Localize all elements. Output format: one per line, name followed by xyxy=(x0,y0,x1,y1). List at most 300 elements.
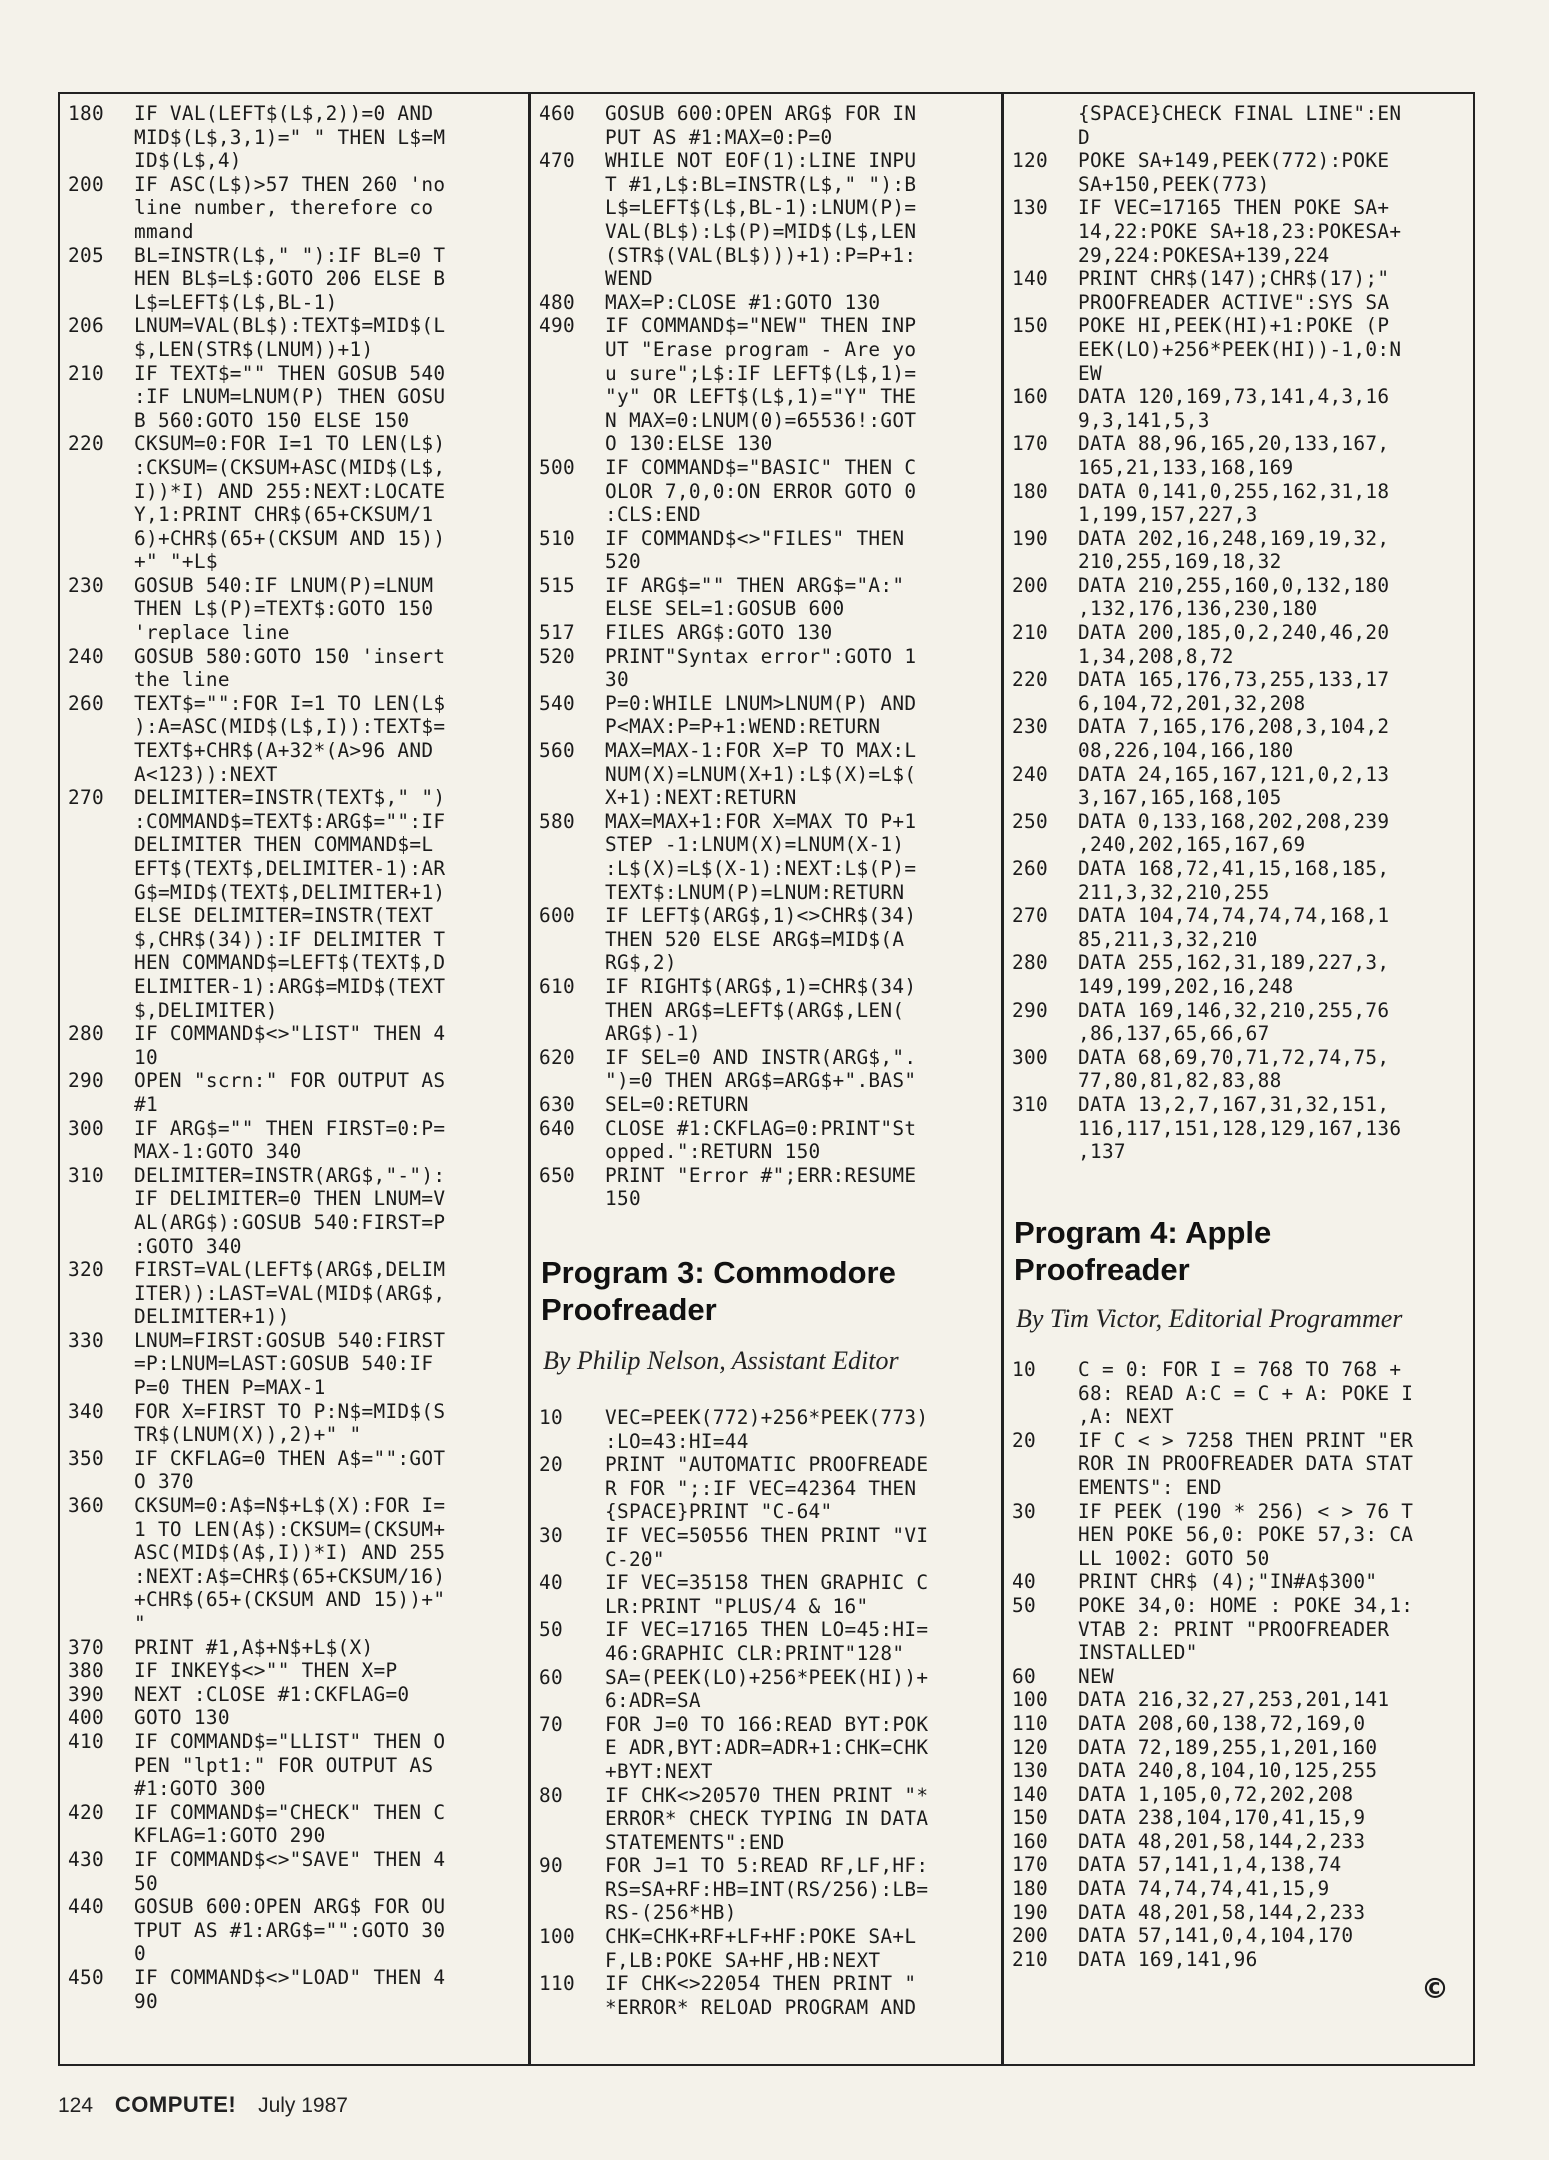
line-number xyxy=(1012,173,1078,197)
code-text: O 130:ELSE 130 xyxy=(605,432,773,456)
code-text: ID$(L$,4) xyxy=(134,149,242,173)
code-text: DATA 169,146,32,210,255,76 xyxy=(1078,998,1390,1022)
line-number xyxy=(1012,362,1078,386)
line-number xyxy=(539,1760,605,1784)
line-number: 517 xyxy=(539,621,575,645)
code-line xyxy=(68,1046,522,1070)
line-number: 460 xyxy=(539,102,575,125)
code-line xyxy=(68,786,522,810)
line-number xyxy=(68,196,134,220)
code-text: 1 TO LEN(A$):CKSUM=(CKSUM+ xyxy=(134,1517,446,1541)
code-line xyxy=(539,480,994,504)
line-number xyxy=(68,1235,134,1259)
code-text: IF VEC=35158 THEN GRAPHIC C xyxy=(605,1571,929,1595)
code-line xyxy=(1012,1783,1471,1807)
code-line xyxy=(68,1824,522,1848)
code-text: AL(ARG$):GOSUB 540:FIRST=P xyxy=(134,1210,446,1234)
line-number xyxy=(68,1376,134,1400)
line-number xyxy=(1012,739,1078,763)
code-text: DATA 208,60,138,72,169,0 xyxy=(1078,1711,1366,1735)
line-number xyxy=(68,1352,134,1376)
line-number: 40 xyxy=(1012,1570,1036,1594)
line-number: 60 xyxy=(1012,1664,1036,1688)
code-text: 116,117,151,128,129,167,136 xyxy=(1078,1116,1402,1140)
code-text: KFLAG=1:GOTO 290 xyxy=(134,1824,326,1848)
code-line xyxy=(539,126,994,150)
line-number: 80 xyxy=(539,1783,563,1807)
code-text: ASC(MID$(A$,I))*I) AND 255 xyxy=(134,1541,446,1565)
code-text: LR:PRINT "PLUS/4 & 16" xyxy=(605,1594,869,1618)
code-text: CKSUM=0:A$=N$+L$(X):FOR I= xyxy=(134,1494,446,1518)
code-line xyxy=(539,338,994,362)
code-text: IF C < > 7258 THEN PRINT "ER xyxy=(1078,1428,1414,1452)
line-number xyxy=(539,786,605,810)
line-number: 110 xyxy=(1012,1711,1048,1735)
code-text: BL=INSTR(L$," "):IF BL=0 T xyxy=(134,243,446,267)
code-line xyxy=(1012,102,1471,126)
code-line xyxy=(68,291,522,315)
code-line xyxy=(1012,385,1471,409)
code-line xyxy=(539,1571,994,1595)
code-text: DATA 0,141,0,255,162,31,18 xyxy=(1078,479,1390,503)
code-text: DATA 7,165,176,208,3,104,2 xyxy=(1078,715,1390,739)
code-text: 10 xyxy=(134,1045,158,1069)
code-text: IF SEL=0 AND INSTR(ARG$,". xyxy=(605,1045,917,1069)
line-number xyxy=(539,1477,605,1501)
code-text: F,LB:POKE SA+HF,HB:NEXT xyxy=(605,1948,881,1972)
line-number xyxy=(539,550,605,574)
code-text: EFT$(TEXT$,DELIMITER-1):AR xyxy=(134,857,446,880)
code-line xyxy=(539,196,994,220)
line-number xyxy=(539,1831,605,1855)
line-number xyxy=(1012,597,1078,621)
code-text: DATA 168,72,41,15,168,185, xyxy=(1078,857,1390,880)
code-text: mmand xyxy=(134,219,194,243)
code-line xyxy=(68,1612,522,1636)
code-text: E ADR,BYT:ADR=ADR+1:CHK=CHK xyxy=(605,1736,929,1760)
end-of-article-icon: © xyxy=(1421,1972,1449,2005)
line-number: 100 xyxy=(1012,1688,1048,1712)
code-line xyxy=(539,550,994,574)
code-line xyxy=(1012,550,1471,574)
code-line xyxy=(68,126,522,150)
code-line xyxy=(68,1777,522,1801)
code-text: R FOR ";:IF VEC=42364 THEN xyxy=(605,1476,917,1500)
line-number xyxy=(539,432,605,456)
code-line xyxy=(68,432,522,456)
code-text: GOSUB 600:OPEN ARG$ FOR OU xyxy=(134,1895,446,1919)
code-text: SEL=0:RETURN xyxy=(605,1092,749,1116)
code-text: +" "+L$ xyxy=(134,550,218,574)
line-number xyxy=(539,503,605,527)
code-line xyxy=(539,1453,994,1477)
code-text: HEN BL$=L$:GOTO 206 ELSE B xyxy=(134,267,446,291)
code-line xyxy=(539,668,994,692)
code-text: DATA 240,8,104,10,125,255 xyxy=(1078,1759,1378,1783)
code-line xyxy=(539,928,994,952)
code-line xyxy=(539,692,994,716)
code-text: DATA 13,2,7,167,31,32,151, xyxy=(1078,1092,1390,1116)
code-line xyxy=(68,1376,522,1400)
code-line xyxy=(539,220,994,244)
line-number xyxy=(68,597,134,621)
program-listing xyxy=(1012,102,1471,1164)
code-line xyxy=(68,1659,522,1683)
code-text: 50 xyxy=(134,1871,158,1895)
line-number xyxy=(1012,456,1078,480)
code-text: DATA 200,185,0,2,240,46,20 xyxy=(1078,621,1390,645)
code-text: POKE SA+149,PEEK(772):POKE xyxy=(1078,149,1390,173)
code-text: THEN L$(P)=TEXT$:GOTO 150 xyxy=(134,597,434,621)
code-line xyxy=(68,1093,522,1117)
code-text: ELSE DELIMITER=INSTR(TEXT xyxy=(134,904,434,928)
code-text: B 560:GOTO 150 ELSE 150 xyxy=(134,408,410,432)
code-text: the line xyxy=(134,668,230,692)
line-number: 330 xyxy=(68,1328,104,1352)
issue-date: July 1987 xyxy=(258,2094,348,2117)
code-text: ,137 xyxy=(1078,1140,1126,1164)
code-text: VTAB 2: PRINT "PROOFREADER xyxy=(1078,1617,1390,1641)
line-number xyxy=(68,1565,134,1589)
code-text: IF VAL(LEFT$(L$,2))=0 AND xyxy=(134,102,434,125)
line-number xyxy=(1012,1523,1078,1547)
code-line xyxy=(68,1235,522,1259)
code-text: {SPACE}PRINT "C-64" xyxy=(605,1500,833,1524)
line-number xyxy=(68,1093,134,1117)
code-line xyxy=(68,1730,522,1754)
code-line xyxy=(539,527,994,551)
code-line xyxy=(68,102,522,126)
code-line xyxy=(539,1524,994,1548)
line-number xyxy=(68,951,134,975)
code-line xyxy=(539,1093,994,1117)
code-line xyxy=(1012,999,1471,1023)
line-number xyxy=(68,999,134,1023)
code-line xyxy=(1012,904,1471,928)
code-text: IF INKEY$<>"" THEN X=P xyxy=(134,1659,398,1683)
code-line xyxy=(539,1925,994,1949)
code-line xyxy=(539,1689,994,1713)
code-text: DATA 57,141,0,4,104,170 xyxy=(1078,1924,1354,1948)
code-line xyxy=(68,621,522,645)
code-text: VAL(BL$):L$(P)=MID$(L$,LEN xyxy=(605,219,917,243)
code-text: 6)+CHR$(65+(CKSUM AND 15)) xyxy=(134,526,446,550)
code-line xyxy=(1012,1924,1471,1948)
code-line xyxy=(539,267,994,291)
code-line xyxy=(68,1069,522,1093)
line-number: 140 xyxy=(1012,1782,1048,1806)
code-text: ROR IN PROOFREADER DATA STAT xyxy=(1078,1452,1414,1476)
line-number: 180 xyxy=(1012,479,1048,503)
line-number: 290 xyxy=(1012,998,1048,1022)
code-text: PRINT"Syntax error":GOTO 1 xyxy=(605,644,917,668)
line-number xyxy=(68,456,134,480)
code-text: 149,199,202,16,248 xyxy=(1078,974,1294,998)
code-text: IF COMMAND$<>"LOAD" THEN 4 xyxy=(134,1965,446,1989)
line-number xyxy=(539,267,605,291)
line-number: 20 xyxy=(1012,1428,1036,1452)
line-number xyxy=(68,1919,134,1943)
code-text: DATA 48,201,58,144,2,233 xyxy=(1078,1829,1366,1853)
line-number xyxy=(1012,1547,1078,1571)
line-number xyxy=(539,480,605,504)
line-number: 170 xyxy=(1012,432,1048,456)
code-text: DELIMITER=INSTR(TEXT$," ") xyxy=(134,786,446,810)
code-text: :IF LNUM=LNUM(P) THEN GOSU xyxy=(134,385,446,409)
code-line xyxy=(68,1470,522,1494)
line-number: 370 xyxy=(68,1635,104,1659)
code-text: DATA 216,32,27,253,201,141 xyxy=(1078,1688,1390,1712)
line-number: 640 xyxy=(539,1116,575,1140)
line-number xyxy=(1012,126,1078,150)
line-number: 450 xyxy=(68,1965,104,1989)
code-line xyxy=(1012,574,1471,598)
line-number xyxy=(1012,1117,1078,1141)
code-text: :CLS:END xyxy=(605,503,701,527)
code-line xyxy=(539,503,994,527)
code-text: ELIMITER-1):ARG$=MID$(TEXT xyxy=(134,974,446,998)
code-line xyxy=(539,999,994,1023)
line-number xyxy=(539,244,605,268)
code-text: 150 xyxy=(605,1187,641,1211)
line-number xyxy=(68,1518,134,1542)
line-number: 360 xyxy=(68,1494,104,1518)
code-text: MAX=MAX+1:FOR X=MAX TO P+1 xyxy=(605,809,917,833)
code-text: ,132,176,136,230,180 xyxy=(1078,597,1318,621)
line-number xyxy=(1012,833,1078,857)
code-text: DATA 48,201,58,144,2,233 xyxy=(1078,1900,1366,1924)
code-text: N MAX=0:LNUM(0)=65536!:GOT xyxy=(605,408,917,432)
code-line xyxy=(68,1447,522,1471)
code-line xyxy=(68,1518,522,1542)
code-line xyxy=(1012,1500,1471,1524)
line-number xyxy=(68,1942,134,1966)
code-line xyxy=(68,1329,522,1353)
line-number xyxy=(1012,1618,1078,1642)
code-text: 1,34,208,8,72 xyxy=(1078,644,1234,668)
code-text: IF COMMAND$="BASIC" THEN C xyxy=(605,455,917,479)
code-text: u sure";L$:IF LEFT$(L$,1)= xyxy=(605,361,917,385)
line-number: 290 xyxy=(68,1069,104,1093)
code-text: PEN "lpt1:" FOR OUTPUT AS xyxy=(134,1753,434,1777)
code-text: L$=LEFT$(L$,BL-1) xyxy=(134,290,338,314)
code-text: DATA 57,141,1,4,138,74 xyxy=(1078,1853,1342,1877)
code-line xyxy=(68,668,522,692)
line-number xyxy=(539,1140,605,1164)
line-number xyxy=(539,999,605,1023)
line-number xyxy=(1012,503,1078,527)
code-line xyxy=(68,173,522,197)
line-number: 190 xyxy=(1012,526,1048,550)
line-number xyxy=(1012,881,1078,905)
code-text: (STR$(VAL(BL$)))+1):P=P+1: xyxy=(605,243,917,267)
line-number: 40 xyxy=(539,1571,563,1595)
code-text: DATA 72,189,255,1,201,160 xyxy=(1078,1735,1378,1759)
code-line xyxy=(1012,1523,1471,1547)
code-line xyxy=(539,432,994,456)
code-line xyxy=(68,1140,522,1164)
code-line xyxy=(68,715,522,739)
line-number xyxy=(68,857,134,881)
code-text: DATA 24,165,167,121,0,2,13 xyxy=(1078,762,1390,786)
line-number: 250 xyxy=(1012,809,1048,833)
code-line xyxy=(539,362,994,386)
code-text: 85,211,3,32,210 xyxy=(1078,927,1258,951)
code-line xyxy=(539,1713,994,1737)
code-text: line number, therefore co xyxy=(134,196,434,220)
code-line xyxy=(1012,928,1471,952)
line-number xyxy=(539,951,605,975)
code-line xyxy=(539,1996,994,2020)
line-number xyxy=(539,763,605,787)
code-text: PUT AS #1:MAX=0:P=0 xyxy=(605,125,833,149)
code-line xyxy=(539,1878,994,1902)
code-text: 29,224:POKESA+139,224 xyxy=(1078,243,1330,267)
code-line xyxy=(539,1187,994,1211)
code-line xyxy=(1012,1948,1471,1972)
code-line xyxy=(1012,1046,1471,1070)
code-line xyxy=(539,1831,994,1855)
line-number: 190 xyxy=(1012,1900,1048,1924)
code-line xyxy=(1012,1759,1471,1783)
code-line xyxy=(68,1423,522,1447)
code-text: IF DELIMITER=0 THEN LNUM=V xyxy=(134,1187,446,1211)
code-line xyxy=(68,409,522,433)
code-line xyxy=(539,597,994,621)
code-line xyxy=(68,574,522,598)
line-number xyxy=(68,715,134,739)
line-number: 400 xyxy=(68,1706,104,1730)
code-line xyxy=(539,810,994,834)
code-line xyxy=(68,385,522,409)
line-number xyxy=(1012,338,1078,362)
code-line xyxy=(539,456,994,480)
program-3-heading xyxy=(541,1254,992,1328)
line-number xyxy=(68,409,134,433)
code-line xyxy=(68,314,522,338)
code-text: P=0:WHILE LNUM>LNUM(P) AND xyxy=(605,691,917,715)
line-number: 230 xyxy=(1012,715,1048,739)
code-text: 90 xyxy=(134,1989,158,2013)
code-text: :L$(X)=L$(X-1):NEXT:L$(P)= xyxy=(605,857,917,880)
code-line xyxy=(539,244,994,268)
code-line xyxy=(539,1477,994,1501)
code-line xyxy=(539,904,994,928)
code-text: DATA 210,255,160,0,132,180 xyxy=(1078,573,1390,597)
code-line xyxy=(1012,338,1471,362)
code-line xyxy=(539,1736,994,1760)
code-line xyxy=(68,1400,522,1424)
line-number: 220 xyxy=(1012,668,1048,692)
code-text: 520 xyxy=(605,550,641,574)
code-line xyxy=(1012,1476,1471,1500)
code-text: IF COMMAND$="CHECK" THEN C xyxy=(134,1800,446,1824)
line-number: 130 xyxy=(1012,1759,1048,1783)
code-line xyxy=(1012,362,1471,386)
code-line xyxy=(68,1754,522,1778)
code-line xyxy=(68,1801,522,1825)
line-number xyxy=(539,881,605,905)
code-text: TEXT$+CHR$(A+32*(A>96 AND xyxy=(134,739,434,763)
code-line xyxy=(1012,1547,1471,1571)
line-number: 480 xyxy=(539,290,575,314)
line-number: 410 xyxy=(68,1729,104,1753)
code-line xyxy=(539,173,994,197)
code-line xyxy=(539,1784,994,1808)
line-number xyxy=(539,597,605,621)
code-text: 1,199,157,227,3 xyxy=(1078,503,1258,527)
line-number: 350 xyxy=(68,1446,104,1470)
line-number: 600 xyxy=(539,904,575,928)
code-text: D xyxy=(1078,125,1090,149)
code-line xyxy=(68,1164,522,1188)
line-number: 220 xyxy=(68,432,104,456)
code-line xyxy=(1012,1452,1471,1476)
line-number: 160 xyxy=(1012,385,1048,409)
code-line xyxy=(1012,668,1471,692)
line-number xyxy=(1012,1405,1078,1429)
code-line xyxy=(1012,1429,1471,1453)
line-number: 470 xyxy=(539,149,575,173)
line-number: 120 xyxy=(1012,1735,1048,1759)
code-line xyxy=(68,999,522,1023)
code-text: IF PEEK (190 * 256) < > 76 T xyxy=(1078,1499,1414,1523)
line-number: 230 xyxy=(68,573,104,597)
code-text: PRINT CHR$ (4);"IN#A$300" xyxy=(1078,1570,1378,1594)
line-number: 340 xyxy=(68,1399,104,1423)
line-number: 310 xyxy=(68,1163,104,1187)
code-text: +CHR$(65+(CKSUM AND 15))+" xyxy=(134,1588,446,1612)
code-line xyxy=(1012,149,1471,173)
line-number: 150 xyxy=(1012,1806,1048,1830)
code-line xyxy=(68,1942,522,1966)
code-line xyxy=(68,1966,522,1990)
code-line xyxy=(1012,503,1471,527)
line-number xyxy=(539,338,605,362)
code-line xyxy=(539,291,994,315)
code-text: opped.":RETURN 150 xyxy=(605,1140,821,1164)
heading-line: Proofreader xyxy=(1014,1252,1190,1287)
line-number xyxy=(68,1423,134,1447)
line-number: 390 xyxy=(68,1682,104,1706)
code-text: :CKSUM=(CKSUM+ASC(MID$(L$, xyxy=(134,455,446,479)
code-text: 6,104,72,201,32,208 xyxy=(1078,691,1306,715)
code-text: IF COMMAND$="NEW" THEN INP xyxy=(605,314,917,338)
code-text: EEK(LO)+256*PEEK(HI))-1,0:N xyxy=(1078,337,1402,361)
line-number: 630 xyxy=(539,1092,575,1116)
code-text: P<MAX:P=P+1:WEND:RETURN xyxy=(605,715,881,739)
line-number: 130 xyxy=(1012,196,1048,220)
line-number xyxy=(68,1777,134,1801)
code-text: G$=MID$(TEXT$,DELIMITER+1) xyxy=(134,880,446,904)
line-number xyxy=(68,1140,134,1164)
code-line xyxy=(1012,126,1471,150)
code-text: :GOTO 340 xyxy=(134,1234,242,1258)
code-line xyxy=(68,267,522,291)
line-number: 180 xyxy=(68,102,104,125)
code-text: 'replace line xyxy=(134,621,290,645)
line-number: 150 xyxy=(1012,314,1048,338)
code-text: ,A: NEXT xyxy=(1078,1405,1174,1429)
line-number: 210 xyxy=(1012,621,1048,645)
line-number xyxy=(539,1430,605,1454)
code-text: CHK=CHK+RF+LF+HF:POKE SA+L xyxy=(605,1925,917,1949)
line-number: 100 xyxy=(539,1925,575,1949)
line-number xyxy=(68,1541,134,1565)
code-line xyxy=(68,1872,522,1896)
code-text: DATA 238,104,170,41,15,9 xyxy=(1078,1806,1366,1830)
code-text: DATA 104,74,74,74,74,168,1 xyxy=(1078,904,1390,928)
